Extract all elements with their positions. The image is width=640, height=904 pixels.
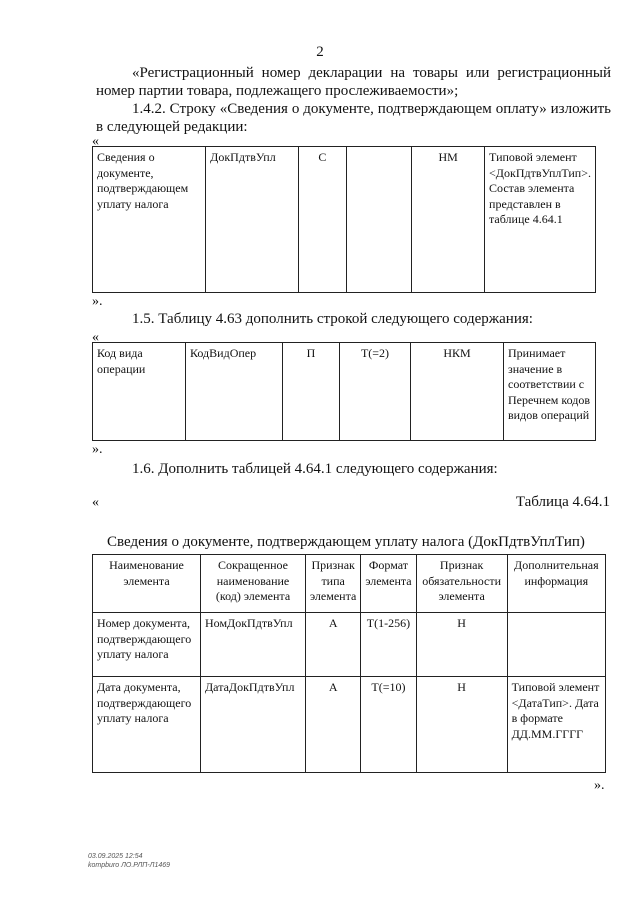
table-row — [93, 343, 596, 441]
table-row — [93, 677, 606, 773]
table2-type: П — [283, 343, 340, 441]
print-stamp — [88, 852, 170, 870]
table1-open-quote: « — [92, 134, 99, 149]
table-1 — [92, 146, 596, 293]
row1-required: Н — [416, 613, 507, 677]
row2-type: А — [306, 677, 361, 773]
table-row — [93, 613, 606, 677]
table1-info: Типовой элемент <ДокПдтвУплТип>. Состав элемента представлен в таблице 4.64.1 — [485, 147, 596, 293]
table3-open-quote: « — [92, 495, 99, 510]
row1-type: А — [306, 613, 361, 677]
table3-close: ». — [594, 778, 605, 793]
intro-paragraph: «Регистрационный номер декларации на товары или регистрационный номер партии товара, подлежащего прослеживаемости»; — [96, 65, 611, 99]
table1-required: НМ — [412, 147, 485, 293]
row1-info — [507, 613, 605, 677]
section-1-6: 1.6. Дополнить таблицей 4.64.1 следующего содержания: — [132, 461, 498, 477]
header-info: Дополнительная информация — [507, 555, 605, 613]
stamp-date: 03.09.2025 12:54 — [88, 853, 143, 860]
table2-format: Т(=2) — [340, 343, 411, 441]
table-row — [93, 147, 596, 293]
table2-required: НКМ — [411, 343, 504, 441]
table1-code: ДокПдтвУпл — [206, 147, 298, 293]
header-type: Признак типа элемента — [306, 555, 361, 613]
table1-format — [347, 147, 412, 293]
table2-open-quote: « — [92, 330, 99, 345]
header-required: Признак обязательности элемента — [416, 555, 507, 613]
row1-name: Номер документа, подтверждающего уплату налога — [93, 613, 201, 677]
table2-close: ». — [92, 442, 103, 457]
table1-close: ». — [92, 294, 103, 309]
table1-name: Сведения о документе, подтверждающем уплату налога — [93, 147, 206, 293]
row2-info: Типовой элемент <ДатаТип>. Дата в формате ДД.ММ.ГГГГ — [507, 677, 605, 773]
section-1-5: 1.5. Таблицу 4.63 дополнить строкой следующего содержания: — [132, 311, 533, 327]
stamp-source: kompburo ЛО.РЛП-Л1469 — [88, 862, 171, 869]
row2-code: ДатаДокПдтвУпл — [201, 677, 306, 773]
table2-info: Принимает значение в соответствии с Перечнем кодов видов операций — [504, 343, 596, 441]
row2-required: Н — [416, 677, 507, 773]
table-2 — [92, 342, 596, 441]
table1-type: С — [298, 147, 347, 293]
row2-format: Т(=10) — [361, 677, 416, 773]
page-number: 2 — [316, 44, 324, 60]
row1-code: НомДокПдтвУпл — [201, 613, 306, 677]
section-1-4-2: 1.4.2. Строку «Сведения о документе, подтверждающем оплату» изложить в следующей редакции: — [96, 101, 611, 135]
table-header-row — [93, 555, 606, 613]
header-name: Наименование элемента — [93, 555, 201, 613]
table2-name: Код вида операции — [93, 343, 186, 441]
table2-code: КодВидОпер — [186, 343, 283, 441]
table3-number: Таблица 4.64.1 — [515, 494, 610, 510]
header-code: Сокращенное наименование (код) элемента — [201, 555, 306, 613]
table-3 — [92, 554, 606, 773]
row1-format: Т(1-256) — [361, 613, 416, 677]
table3-caption: Сведения о документе, подтверждающем уплату налога (ДокПдтвУплТип) — [107, 534, 585, 550]
row2-name: Дата документа, подтверждающего уплату налога — [93, 677, 201, 773]
header-format: Формат элемента — [361, 555, 416, 613]
